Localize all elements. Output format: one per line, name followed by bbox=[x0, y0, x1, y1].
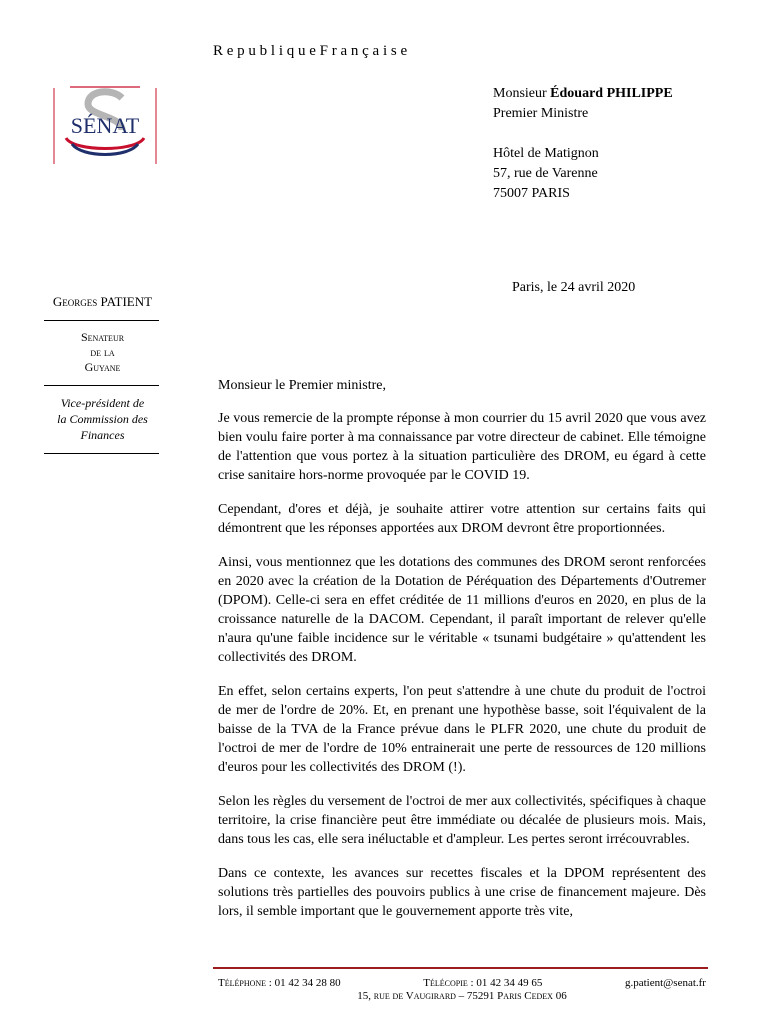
recipient-name: Édouard PHILIPPE bbox=[550, 86, 673, 101]
recipient-title: Premier Ministre bbox=[493, 106, 589, 121]
sender-role-line3: Guyane bbox=[84, 360, 121, 374]
footer-email: g.patient@senat.fr bbox=[624, 977, 706, 989]
sidebar-divider bbox=[44, 385, 159, 386]
footer-phone: Téléphone : 01 42 34 28 80 bbox=[218, 977, 341, 989]
letter-date: Paris, le 24 avril 2020 bbox=[512, 280, 636, 295]
republique-francaise-heading: R e p u b l i q u e F r a n ç a i s e bbox=[213, 43, 408, 59]
letter-body bbox=[218, 376, 706, 936]
senat-logo bbox=[52, 86, 158, 166]
letter-paragraph: Cependant, d'ores et déjà, je souhaite attirer votre attention sur certains faits qui démontrent que les réponses apportées aux DROM devront être proportionnées. bbox=[218, 502, 706, 536]
logo-text: SÉNAT bbox=[70, 113, 140, 138]
sender-vp-line3: Finances bbox=[80, 428, 125, 442]
letter-paragraph: Je vous remercie de la prompte réponse à mon courrier du 15 avril 2020 que vous avez bien voulu faire porter à ma connaissance par votre directeur de cabinet. Elle témoigne de l'attention que vous portez à la situation particulière des DROM, eu égard à cette crise sanitaire hors-norme provoquée par le COVID 19. bbox=[218, 411, 706, 483]
footer-divider bbox=[213, 967, 708, 969]
recipient-address-line1: Hôtel de Matignon bbox=[493, 146, 599, 161]
recipient-prefix: Monsieur bbox=[493, 86, 547, 101]
sender-vp-line2: la Commission des bbox=[57, 412, 148, 426]
letter-paragraph: Dans ce contexte, les avances sur recettes fiscales et la DPOM représentent des solutions très partielles des pouvoirs publics à une crise de financement majeure. Dès lors, il semble important que le gouvernement apporte très vite, bbox=[218, 866, 706, 919]
recipient-address-line2: 57, rue de Varenne bbox=[493, 166, 598, 181]
sender-vp-line1: Vice-président de bbox=[60, 396, 145, 410]
sender-role-line1: Senateur bbox=[80, 330, 125, 344]
letter-paragraph: En effet, selon certains experts, l'on peut s'attendre à une chute du produit de l'octroi de mer de l'ordre de 20%. Et, en prenant une hypothèse basse, soit l'équivalent de la baisse de la TVA de la France prévue dans le PLFR 2020, une chute du produit de l'octroi de mer de l'ordre de 10% entrainerait une perte de ressources de 120 millions d'euros pour les collectivités des DROM (!). bbox=[218, 684, 706, 775]
sidebar-divider bbox=[44, 453, 159, 454]
footer-fax: Télécopie : 01 42 34 49 65 bbox=[423, 977, 543, 989]
sidebar-divider bbox=[44, 320, 159, 321]
sender-role-line2: de la bbox=[90, 345, 115, 359]
letter-paragraph: Selon les règles du versement de l'octroi de mer aux collectivités, spécifiques à chaque territoire, la crise financière peut être immédiate ou décalée de plusieurs mois. Mais, dans tous les cas, elle sera inéluctable et d'ampleur. Les pertes seront irrécouvrables. bbox=[218, 794, 706, 847]
sender-sidebar bbox=[40, 294, 165, 463]
letter-salutation: Monsieur le Premier ministre, bbox=[218, 378, 386, 393]
recipient-address-line3: 75007 PARIS bbox=[493, 186, 570, 201]
recipient-block bbox=[493, 84, 673, 204]
recipient-name-line bbox=[493, 84, 673, 104]
sender-name: Georges PATIENT bbox=[52, 294, 153, 309]
logo-red-arc bbox=[66, 138, 144, 149]
footer-contact bbox=[218, 977, 706, 990]
footer-address: 15, rue de Vaugirard – 75291 Paris Cedex 06 bbox=[357, 990, 567, 1002]
letter-paragraph: Ainsi, vous mentionnez que les dotations des communes des DROM seront renforcées en 2020 avec la création de la Dotation de Péréquation des Départements d'Outremer (DPOM). Celle-ci sera en effet créditée de 11 millions d'euros en 2020, en plus de la croissance naturelle de la DACOM. Cependant, il paraît important de relever qu'elle n'aura qu'une faible incidence sur le véritable « tsunami budgétaire » qu'attendent les collectivités des DROM. bbox=[218, 555, 706, 665]
